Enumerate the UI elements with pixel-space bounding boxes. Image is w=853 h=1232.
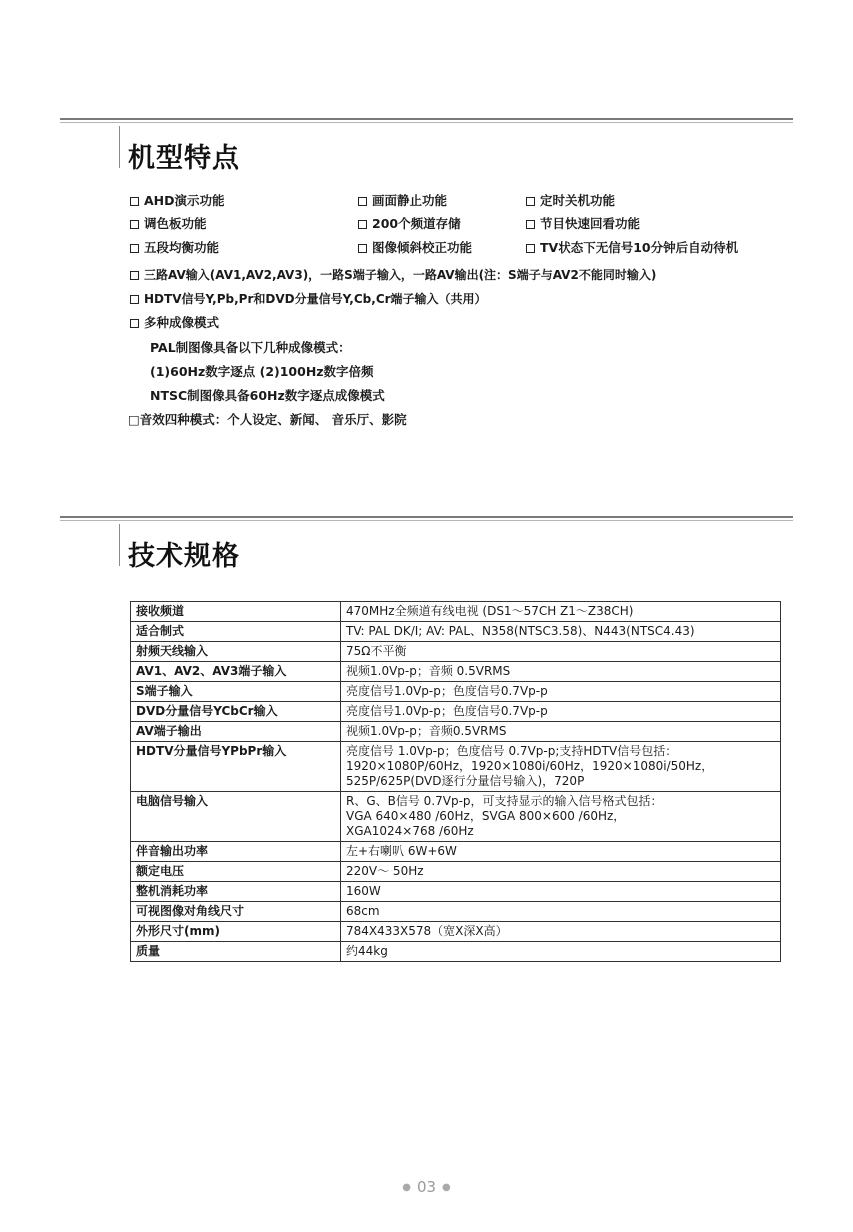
spec-value: 左+右喇叭 6W+6W — [341, 842, 781, 862]
checkbox-icon — [358, 244, 367, 253]
spec-label: 额定电压 — [131, 862, 341, 882]
spec-row — [131, 902, 781, 922]
spec-row — [131, 862, 781, 882]
section-vbar-2 — [119, 524, 120, 566]
section-title-specs: 技术规格 — [128, 541, 240, 572]
spec-value: R、G、B信号 0.7Vp-p，可支持显示的输入信号格式包括： VGA 640×480 /60Hz，SVGA 800×600 /60Hz， XGA1024×768 /60Hz — [341, 792, 781, 842]
feature-item: 200个频道存储 — [358, 216, 461, 232]
mode-line: PAL制图像具备以下几种成像模式： — [150, 340, 351, 355]
checkbox-icon — [526, 197, 535, 206]
mode-line: NTSC制图像具备60Hz数字逐点成像模式 — [150, 388, 385, 403]
spec-value: 亮度信号 1.0Vp-p；色度信号 0.7Vp-p;支持HDTV信号包括： 1920×1080P/60Hz，1920×1080i/60Hz，1920×1080i/50Hz， 525P/625P(DVD逐行分量信号输入)，720P — [341, 742, 781, 792]
feature-item: 多种成像模式 — [130, 315, 219, 331]
spec-value: 视频1.0Vp-p；音频0.5VRMS — [341, 722, 781, 742]
sound-mode-item: □音效四种模式：个人设定、新闻、 音乐厅、影院 — [128, 412, 407, 427]
checkbox-icon — [526, 244, 535, 253]
feature-item: 图像倾斜校正功能 — [358, 240, 472, 256]
feature-item: AHD演示功能 — [130, 193, 225, 209]
spec-value: 视频1.0Vp-p；音频 0.5VRMS — [341, 662, 781, 682]
spec-label: 射频天线输入 — [131, 642, 341, 662]
spec-value: 470MHz全频道有线电视 (DS1～57CH Z1～Z38CH) — [341, 602, 781, 622]
spec-row — [131, 682, 781, 702]
spec-value: TV: PAL DK/I; AV: PAL、N358(NTSC3.58)、N443(NTSC4.43) — [341, 622, 781, 642]
spec-value: 亮度信号1.0Vp-p；色度信号0.7Vp-p — [341, 682, 781, 702]
checkbox-icon — [130, 319, 139, 328]
spec-label: 可视图像对角线尺寸 — [131, 902, 341, 922]
feature-item: 画面静止功能 — [358, 193, 447, 209]
checkbox-icon — [130, 295, 139, 304]
checkbox-icon — [358, 220, 367, 229]
feature-item: 节目快速回看功能 — [526, 216, 640, 232]
section-vbar-1 — [119, 126, 120, 168]
spec-label: 整机消耗功率 — [131, 882, 341, 902]
checkbox-icon — [526, 220, 535, 229]
spec-label: DVD分量信号YCbCr输入 — [131, 702, 341, 722]
spec-label: S端子输入 — [131, 682, 341, 702]
spec-label: AV1、AV2、AV3端子输入 — [131, 662, 341, 682]
feature-item: 定时关机功能 — [526, 193, 615, 209]
section-rule-top-2 — [60, 516, 793, 521]
section-rule-top-1 — [60, 118, 793, 123]
feature-item: HDTV信号Y,Pb,Pr和DVD分量信号Y,Cb,Cr端子输入（共用） — [130, 291, 487, 307]
feature-item: 调色板功能 — [130, 216, 207, 232]
spec-label: 接收频道 — [131, 602, 341, 622]
spec-value: 160W — [341, 882, 781, 902]
spec-row — [131, 722, 781, 742]
spec-row — [131, 702, 781, 722]
spec-value: 784X433X578（宽X深X高） — [341, 922, 781, 942]
spec-label: 外形尺寸(mm) — [131, 922, 341, 942]
spec-row — [131, 942, 781, 962]
spec-label: 伴音输出功率 — [131, 842, 341, 862]
spec-label: 电脑信号输入 — [131, 792, 341, 842]
section-title-features: 机型特点 — [128, 143, 240, 174]
mode-line: (1)60Hz数字逐点 (2)100Hz数字倍频 — [150, 364, 374, 379]
checkbox-icon — [130, 220, 139, 229]
checkbox-icon — [130, 197, 139, 206]
spec-row — [131, 882, 781, 902]
spec-row — [131, 662, 781, 682]
spec-row — [131, 642, 781, 662]
spec-row — [131, 792, 781, 842]
spec-value: 75Ω不平衡 — [341, 642, 781, 662]
checkbox-icon — [130, 244, 139, 253]
spec-label: 质量 — [131, 942, 341, 962]
checkbox-icon — [130, 271, 139, 280]
spec-row — [131, 922, 781, 942]
bullet-icon: ● — [402, 1182, 411, 1193]
bullet-icon: ● — [442, 1182, 451, 1193]
spec-label: HDTV分量信号YPbPr输入 — [131, 742, 341, 792]
spec-row — [131, 602, 781, 622]
spec-row — [131, 622, 781, 642]
checkbox-icon — [358, 197, 367, 206]
spec-row — [131, 842, 781, 862]
spec-value: 220V～ 50Hz — [341, 862, 781, 882]
spec-row — [131, 742, 781, 792]
spec-label: 适合制式 — [131, 622, 341, 642]
spec-table — [130, 601, 781, 962]
page-number: ● 03 ● — [402, 1178, 451, 1196]
spec-label: AV端子输出 — [131, 722, 341, 742]
feature-item: TV状态下无信号10分钟后自动待机 — [526, 240, 738, 256]
feature-item: 五段均衡功能 — [130, 240, 219, 256]
spec-value: 约44kg — [341, 942, 781, 962]
feature-item: 三路AV输入(AV1,AV2,AV3)，一路S端子输入，一路AV输出(注：S端子与AV2不能同时输入) — [130, 267, 656, 283]
spec-value: 68cm — [341, 902, 781, 922]
spec-value: 亮度信号1.0Vp-p；色度信号0.7Vp-p — [341, 702, 781, 722]
